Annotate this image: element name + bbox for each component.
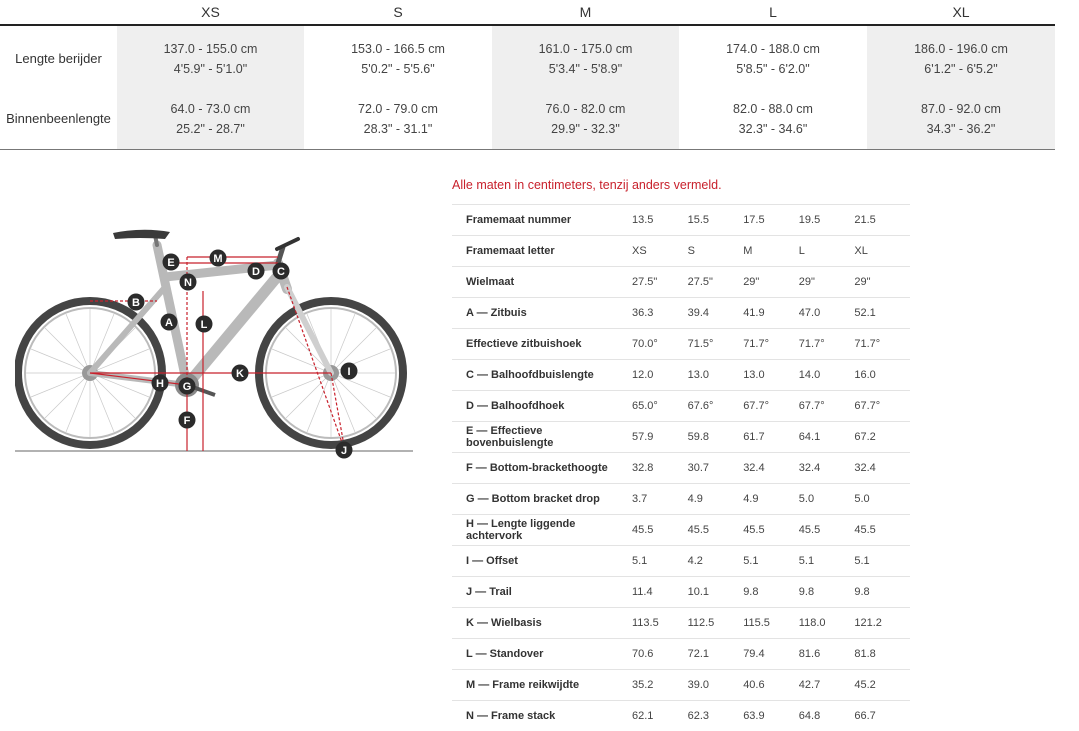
table-cell: 63.9 [743, 701, 799, 731]
table-cell: 61.7 [743, 422, 799, 453]
table-cell: 29" [743, 267, 799, 298]
inseam-label: Binnenbeenlengte [0, 89, 117, 150]
svg-text:N: N [184, 277, 192, 289]
table-row [452, 515, 910, 546]
table-cell: 5.1 [854, 546, 910, 577]
table-cell: 64.0 - 73.0 cm 25.2" - 28.7" [117, 89, 304, 150]
rider-size-table [0, 0, 1055, 150]
table-cell: 65.0° [632, 391, 688, 422]
table-cell: 10.1 [688, 577, 744, 608]
table-row [452, 360, 910, 391]
table-row [452, 639, 910, 670]
table-cell: 72.1 [688, 639, 744, 670]
table-cell: 32.4 [743, 453, 799, 484]
table-cell: 35.2 [632, 670, 688, 701]
table-cell: 5.0 [799, 484, 855, 515]
table-cell: 5.0 [854, 484, 910, 515]
table-cell: 9.8 [743, 577, 799, 608]
table-cell: 41.9 [743, 298, 799, 329]
table-cell: 66.7 [854, 701, 910, 731]
table-cell: 12.0 [632, 360, 688, 391]
table-cell: 16.0 [854, 360, 910, 391]
geometry-row-label: Wielmaat [452, 267, 632, 298]
geometry-row-label: F — Bottom-brackethoogte [452, 453, 632, 484]
geometry-row-label: N — Frame stack [452, 701, 632, 731]
marker-g-icon [179, 378, 196, 395]
marker-n-icon [180, 274, 197, 291]
rider-height-row [0, 25, 1055, 89]
geometry-row-label: K — Wielbasis [452, 608, 632, 639]
table-cell: 76.0 - 82.0 cm 29.9" - 32.3" [492, 89, 679, 150]
table-cell: 115.5 [743, 608, 799, 639]
table-cell: 64.8 [799, 701, 855, 731]
table-cell: 32.4 [799, 453, 855, 484]
table-cell: 70.0° [632, 329, 688, 360]
svg-text:C: C [277, 266, 285, 278]
geometry-row-label: C — Balhoofdbuislengte [452, 360, 632, 391]
table-cell: 62.1 [632, 701, 688, 731]
svg-text:F: F [184, 415, 191, 427]
table-row [452, 205, 910, 236]
svg-text:H: H [156, 378, 164, 390]
size-header-xs: XS [117, 0, 304, 25]
marker-e-icon [163, 254, 180, 271]
table-cell: 153.0 - 166.5 cm 5'0.2" - 5'5.6" [304, 25, 492, 89]
table-cell: 137.0 - 155.0 cm 4'5.9" - 5'1.0" [117, 25, 304, 89]
table-row [452, 236, 910, 267]
geometry-row-label: Framemaat letter [452, 236, 632, 267]
rider-height-label: Lengte berijder [0, 25, 117, 89]
table-cell: XL [854, 236, 910, 267]
table-cell: 72.0 - 79.0 cm 28.3" - 31.1" [304, 89, 492, 150]
marker-c-icon [273, 263, 290, 280]
table-cell: 67.7° [799, 391, 855, 422]
marker-i-icon [341, 363, 358, 380]
table-cell: 39.0 [688, 670, 744, 701]
table-row [452, 267, 910, 298]
table-cell: 71.7° [854, 329, 910, 360]
geometry-row-label: J — Trail [452, 577, 632, 608]
table-row [452, 577, 910, 608]
marker-b-icon [128, 294, 145, 311]
table-cell: 29" [799, 267, 855, 298]
table-row [452, 484, 910, 515]
table-cell: M [743, 236, 799, 267]
table-cell: 5.1 [632, 546, 688, 577]
table-cell: 42.7 [799, 670, 855, 701]
marker-h-icon [152, 375, 169, 392]
table-cell: 57.9 [632, 422, 688, 453]
table-row [452, 546, 910, 577]
table-cell: 5.1 [799, 546, 855, 577]
table-cell: 174.0 - 188.0 cm 5'8.5" - 6'2.0" [679, 25, 867, 89]
size-header-s: S [304, 0, 492, 25]
table-cell: 62.3 [688, 701, 744, 731]
table-cell: 113.5 [632, 608, 688, 639]
table-cell: 45.5 [632, 515, 688, 546]
table-cell: 52.1 [854, 298, 910, 329]
table-cell: 67.2 [854, 422, 910, 453]
geometry-row-label: A — Zitbuis [452, 298, 632, 329]
table-cell: 45.5 [743, 515, 799, 546]
marker-k-icon [232, 365, 249, 382]
table-cell: 32.8 [632, 453, 688, 484]
table-cell: 112.5 [688, 608, 744, 639]
table-cell: 5.1 [743, 546, 799, 577]
geometry-row-label: Effectieve zitbuishoek [452, 329, 632, 360]
table-cell: 13.0 [743, 360, 799, 391]
table-cell: 13.5 [632, 205, 688, 236]
table-cell: 29" [854, 267, 910, 298]
marker-m-icon [210, 250, 227, 267]
table-cell: 121.2 [854, 608, 910, 639]
table-cell: 45.5 [799, 515, 855, 546]
geometry-row-label: M — Frame reikwijdte [452, 670, 632, 701]
table-cell: 3.7 [632, 484, 688, 515]
table-row [452, 422, 910, 453]
geometry-row-label: I — Offset [452, 546, 632, 577]
table-cell: 71.5° [688, 329, 744, 360]
table-cell: 87.0 - 92.0 cm 34.3" - 36.2" [867, 89, 1055, 150]
table-cell: 13.0 [688, 360, 744, 391]
table-cell: 45.2 [854, 670, 910, 701]
table-cell: 40.6 [743, 670, 799, 701]
table-row [452, 329, 910, 360]
svg-text:L: L [201, 319, 208, 331]
table-row [452, 391, 910, 422]
saddle-icon [113, 230, 170, 239]
table-cell: 45.5 [688, 515, 744, 546]
table-cell: S [688, 236, 744, 267]
table-cell: 19.5 [799, 205, 855, 236]
marker-a-icon [161, 314, 178, 331]
table-cell: 14.0 [799, 360, 855, 391]
geometry-row-label: G — Bottom bracket drop [452, 484, 632, 515]
table-cell: 47.0 [799, 298, 855, 329]
table-cell: 39.4 [688, 298, 744, 329]
table-cell: 4.9 [743, 484, 799, 515]
size-header-l: L [679, 0, 867, 25]
table-row [452, 701, 910, 731]
table-cell: 27.5" [688, 267, 744, 298]
size-header-m: M [492, 0, 679, 25]
table-cell: 9.8 [854, 577, 910, 608]
table-cell: 186.0 - 196.0 cm 6'1.2" - 6'5.2" [867, 25, 1055, 89]
geometry-table [452, 204, 910, 731]
table-cell: 79.4 [743, 639, 799, 670]
svg-text:E: E [167, 257, 174, 269]
svg-text:I: I [347, 366, 350, 378]
table-cell: 59.8 [688, 422, 744, 453]
size-header-row [0, 0, 1055, 25]
table-cell: L [799, 236, 855, 267]
geometry-row-label: D — Balhoofdhoek [452, 391, 632, 422]
table-cell: 81.6 [799, 639, 855, 670]
size-header-xl: XL [867, 0, 1055, 25]
table-cell: 15.5 [688, 205, 744, 236]
table-cell: 4.9 [688, 484, 744, 515]
svg-text:G: G [183, 381, 192, 393]
table-cell: 161.0 - 175.0 cm 5'3.4" - 5'8.9" [492, 25, 679, 89]
size-header-empty [0, 0, 117, 25]
geometry-row-label: E — Effectieve bovenbuislengte [452, 422, 632, 453]
svg-text:J: J [341, 445, 347, 457]
table-cell: 71.7° [799, 329, 855, 360]
table-row [452, 608, 910, 639]
table-cell: 67.7° [854, 391, 910, 422]
marker-d-icon [248, 263, 265, 280]
table-row [452, 670, 910, 701]
table-cell: 27.5" [632, 267, 688, 298]
svg-text:A: A [165, 317, 173, 329]
table-cell: 9.8 [799, 577, 855, 608]
table-cell: 81.8 [854, 639, 910, 670]
table-cell: 36.3 [632, 298, 688, 329]
table-row [452, 453, 910, 484]
svg-text:D: D [252, 266, 260, 278]
table-cell: 67.7° [743, 391, 799, 422]
marker-l-icon [196, 316, 213, 333]
geometry-row-label: H — Lengte liggende achtervork [452, 515, 632, 546]
table-cell: 70.6 [632, 639, 688, 670]
svg-text:K: K [236, 368, 244, 380]
table-cell: 67.6° [688, 391, 744, 422]
marker-j-icon [336, 442, 353, 459]
marker-f-icon [179, 412, 196, 429]
table-cell: 21.5 [854, 205, 910, 236]
table-cell: XS [632, 236, 688, 267]
table-cell: 30.7 [688, 453, 744, 484]
table-cell: 4.2 [688, 546, 744, 577]
table-cell: 118.0 [799, 608, 855, 639]
table-cell: 64.1 [799, 422, 855, 453]
inseam-row [0, 89, 1055, 150]
geometry-row-label: Framemaat nummer [452, 205, 632, 236]
svg-text:B: B [132, 297, 140, 309]
table-row [452, 298, 910, 329]
units-note: Alle maten in centimeters, tenzij anders vermeld. [452, 178, 722, 192]
geometry-row-label: L — Standover [452, 639, 632, 670]
svg-text:M: M [213, 253, 222, 265]
table-cell: 82.0 - 88.0 cm 32.3" - 34.6" [679, 89, 867, 150]
table-cell: 17.5 [743, 205, 799, 236]
table-cell: 11.4 [632, 577, 688, 608]
table-cell: 45.5 [854, 515, 910, 546]
bike-geometry-diagram [15, 225, 415, 465]
table-cell: 32.4 [854, 453, 910, 484]
table-cell: 71.7° [743, 329, 799, 360]
